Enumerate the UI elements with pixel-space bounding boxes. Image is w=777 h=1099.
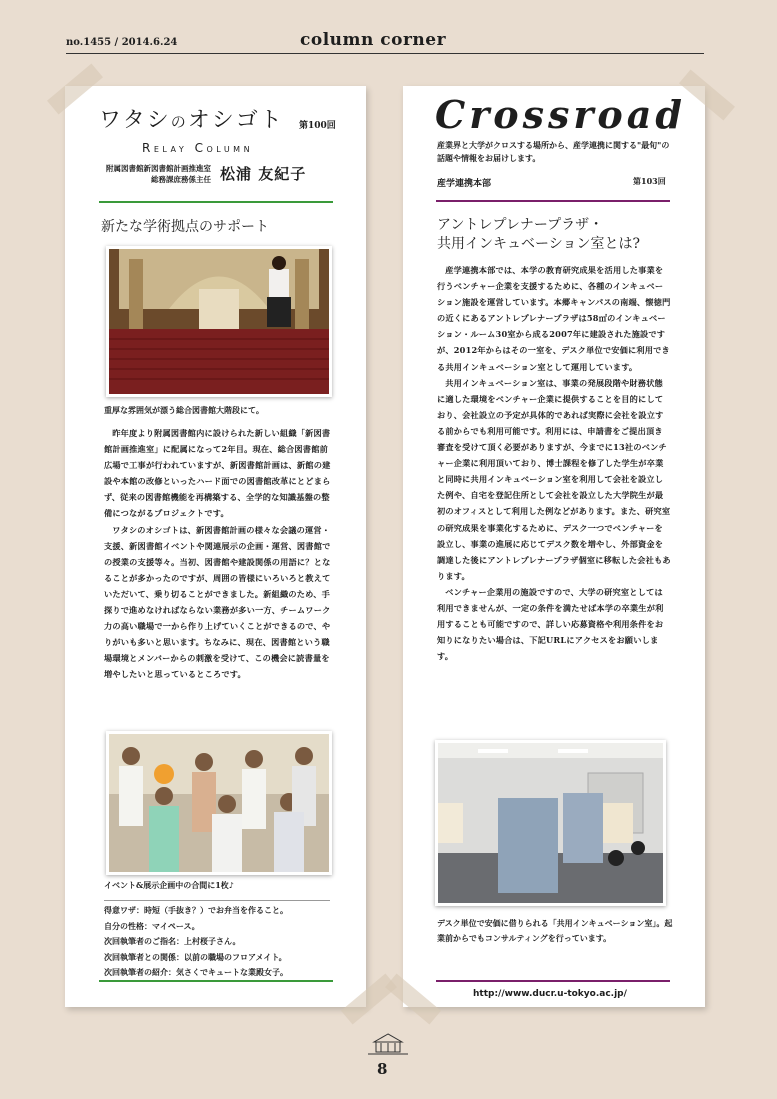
title-part: オシゴト xyxy=(187,108,284,133)
building-icon xyxy=(368,1032,408,1056)
group-photo-graphic xyxy=(109,734,329,872)
left-article-body xyxy=(104,425,332,683)
left-accent-rule xyxy=(99,201,333,203)
stairs-photo-graphic xyxy=(109,249,329,394)
title-part: の xyxy=(170,113,188,131)
right-column-dept: 産学連携本部 xyxy=(437,179,492,189)
affiliation-line: 附属図書館新図書館計画推進室 xyxy=(106,164,211,173)
series-label xyxy=(142,141,253,155)
photo-incubation-room xyxy=(435,740,666,906)
right-column-number: 第103回 xyxy=(633,176,666,186)
author-name: 松浦 友紀子 xyxy=(220,165,307,183)
right-column-subtitle: 産業界と大学がクロスする場所から、産学連携に関する"最旬"の話題や情報をお届けします。 xyxy=(437,140,670,163)
room-photo-graphic xyxy=(438,743,663,903)
author-profile xyxy=(104,900,330,981)
heading-line: アントレプレナープラザ・ xyxy=(437,217,604,233)
right-accent-rule-bottom xyxy=(436,980,670,982)
right-column-title: Crossroad xyxy=(435,92,686,137)
left-article-heading: 新たな学術拠点のサポート xyxy=(101,219,269,235)
photo-team-group xyxy=(106,731,332,875)
photo-caption: イベント&展示企画中の合間に1枚♪ xyxy=(104,880,234,890)
body-paragraph: 産学連携本部では、本学の教育研究成果を活用した事業を行うベンチャー企業を支援するために、各種のインキュベーション施設を運営しています。本郷キャンパスの南端、懐徳門の近くにあるアントレプレナープラザは58㎡のインキュベーション・ルーム30室から成る2007年に建設された施設ですが、2012年からはその一室を、デスク単位で安価に利用できる共用インキュベーション室として運用しています。 xyxy=(437,265,671,372)
right-article-body xyxy=(437,262,671,664)
right-article-heading xyxy=(437,216,640,254)
photo-library-stairs xyxy=(106,246,332,397)
page-number: 8 xyxy=(377,1060,388,1078)
body-paragraph: 昨年度より附属図書館内に設けられた新しい組織「新図書館計画推進室」に配属になって2年目。現在、総合図書館前広場で工事が行われていますが、新図書館計画は、新館の建設や本館の改修といったハード面での図書館改革にとどまらず、従来の図書館機能を再構築する、全学的な知識基盤の整備につながるプロジェクトです。 xyxy=(104,428,331,519)
header-rule xyxy=(66,53,704,54)
affiliation-line: 総務課庶務係主任 xyxy=(151,175,211,184)
photo-caption: デスク単位で安価に借りられる「共用インキュベーション室」。起業前からでもコンサルティングを行っています。 xyxy=(437,918,673,943)
body-paragraph: 共用インキュベーション室は、事業の発展段階や財務状態に適した環境をベンチャー企業に提供することを目的にしており、会社設立の予定が具体的であれば実際に会社を設立する前からでも利用可能です。利用には、申請書をご提出頂き審査を受けて頂く必要がありますが、今までに13社のベンチャー企業に利用頂いており、博士課程を修了した学生が卒業と同時に共用インキュベーション室を利用して会社を設立した例や、自宅を登記住所として会社を設立した大学院生が最初のオフィスとして利用した例などがあります。また、研究室の研究成果を事業化するために、デスク一つでベンチャーを設立し、事業の進展に応じてデスク数を増やし、外部資金を調達した後にアントレプレナープラザ個室に移転した会社もあります。 xyxy=(437,377,671,581)
left-column-number: 第100回 xyxy=(299,121,336,131)
profile-line: 得意ワザ：時短（手抜き？）でお弁当を作ること。 xyxy=(104,905,288,915)
left-accent-rule-bottom xyxy=(99,980,333,982)
body-paragraph: ワタシのオシゴトは、新図書館計画の様々な会議の運営・支援、新図書館イベントや関連展示の企画・運営、図書館での授業の支援等々。当初、図書館や建設関係の用語に？となることが多かったのですが、周囲の皆様にいろいろと教えていただいて、乗り切ることができました。新組織のため、手探りで進めなければならない業務が多い一方、チームワーク力の高い職場で一から作り上げていくことができるので、やりがいも多いと思います。ちなみに、現在、図書館という職場環境とメンバーからの刺激を受けて、この機会に読書量を増やしたいと思っているところです。 xyxy=(104,524,331,680)
heading-line: 共用インキュベーション室とは? xyxy=(437,236,640,252)
page-emblem xyxy=(368,1032,408,1060)
title-part: ワタシ xyxy=(99,108,171,133)
profile-line: 次回執筆者のご指名：上村桜子さん。 xyxy=(104,936,241,946)
author-affiliation xyxy=(104,163,211,185)
profile-line: 次回執筆者との関係：以前の職場のフロアメイト。 xyxy=(104,951,287,962)
series-text: Relay Column xyxy=(142,141,254,155)
profile-line: 自分の性格：マイペース。 xyxy=(104,920,200,931)
right-accent-rule xyxy=(436,200,670,202)
header-section-title: column corner xyxy=(300,30,447,50)
left-column-title xyxy=(99,103,284,134)
website-link[interactable]: http://www.ducr.u-tokyo.ac.jp/ xyxy=(473,989,627,999)
body-paragraph: ベンチャー企業用の施設ですので、大学の研究室としては利用できませんが、一定の条件を満たせば本学の卒業生が利用することも可能ですので、詳しい応募資格や利用条件をお知りになりたい場合は、下記URLにアクセスをお願いします。 xyxy=(437,586,664,662)
header-issue: no.1455 / 2014.6.24 xyxy=(66,37,178,48)
profile-line: 次回執筆者の紹介：気さくでキュートな業殿女子。 xyxy=(104,967,288,977)
photo-caption: 重厚な雰囲気が漂う総合図書館大階段にて。 xyxy=(104,405,264,415)
